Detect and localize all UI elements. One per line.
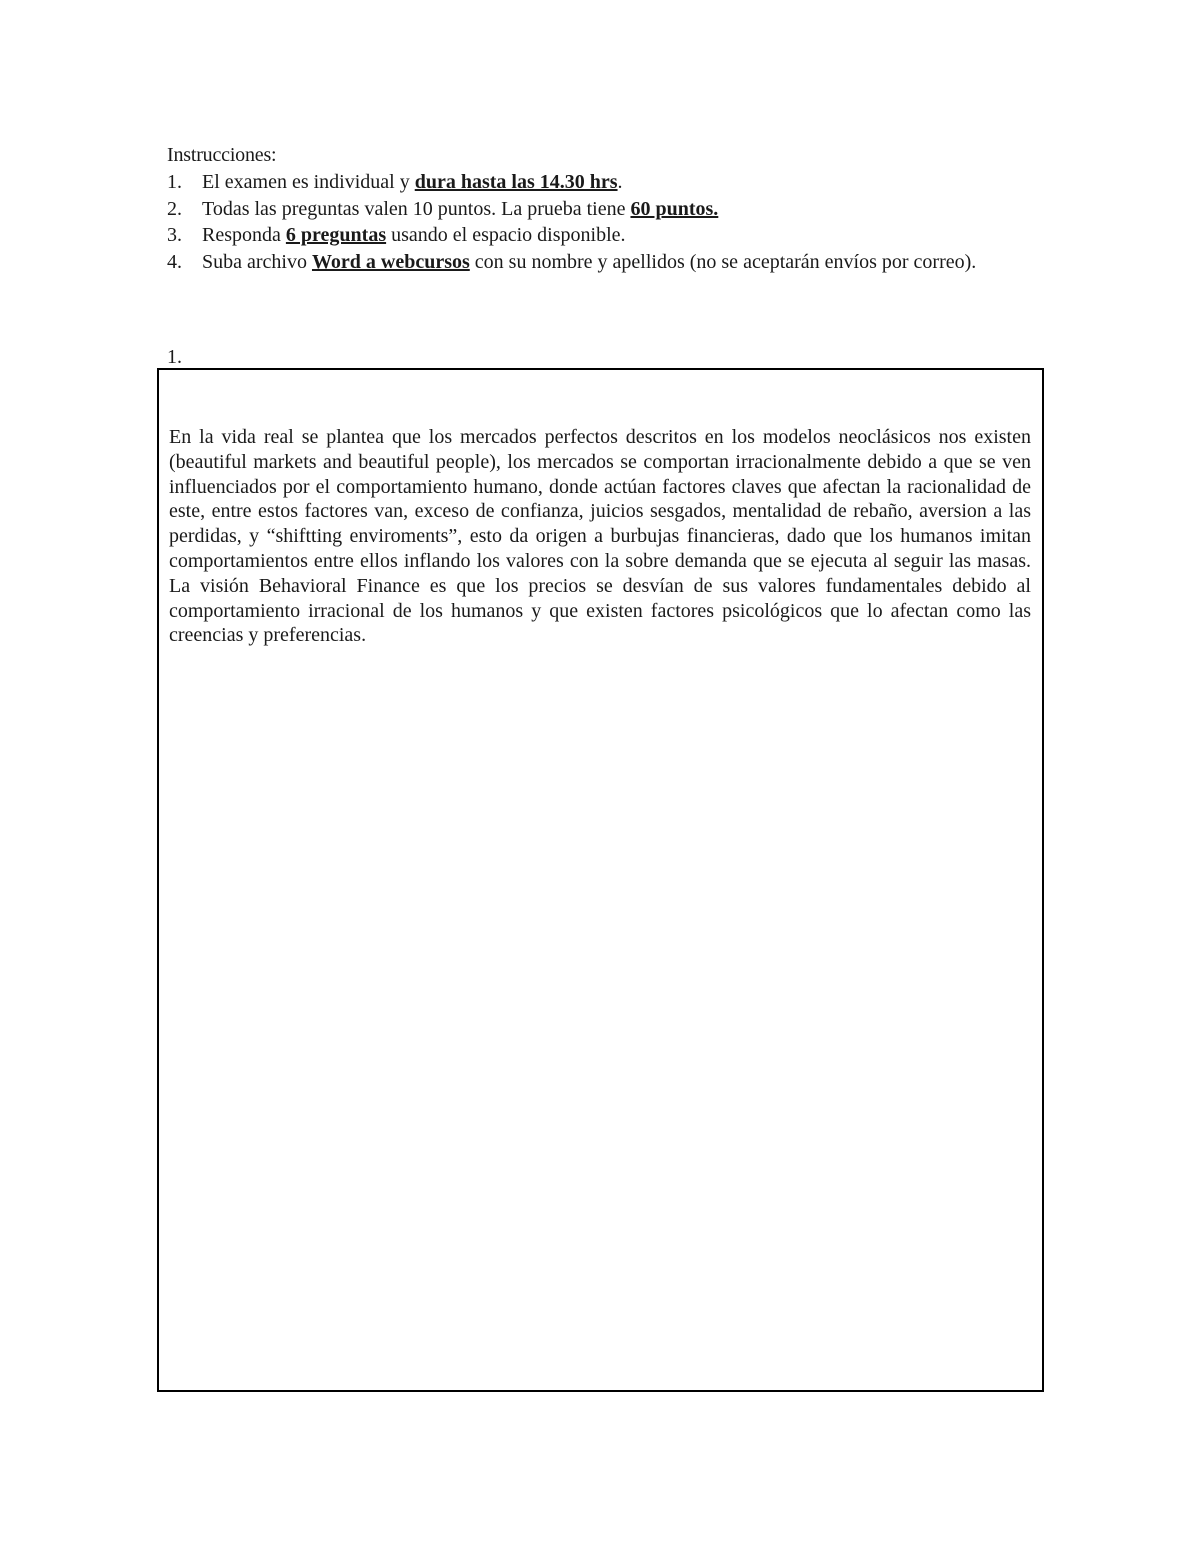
instructions-list (167, 169, 1033, 275)
answer-box[interactable] (157, 368, 1044, 1392)
instructions-title: Instrucciones: (167, 144, 277, 166)
instruction-emphasis: Word a webcursos (311, 250, 470, 273)
instruction-number: 3. (167, 224, 182, 246)
instruction-text: con su nombre y apellidos (no se aceptarán envíos por correo). (469, 250, 977, 273)
answer-text: En la vida real se plantea que los mercados perfectos descritos en los modelos neoclásicos nos existen (beautiful markets and beautiful people), los mercados se comportan irracionalmente debido a que se ven influenciados por el comportamiento humano, donde actúan factores claves que afectan la racionalidad de este, entre estos factores van, exceso de confianza, juicios sesgados, mentalidad de rebaño, aversion a las perdidas, y “shiftting enviroments”, esto da origen a burbujas financieras, dado que los humanos imitan comportamientos entre ellos inflando los valores con la sobre demanda que se ejecuta al seguir las masas. La visión Behavioral Finance es que los precios se desvían de sus valores fundamentales debido al comportamiento irracional de los humanos y que existen factores psicológicos que lo afectan como las creencias y preferencias. (169, 426, 1031, 647)
instruction-emphasis: dura hasta las 14.30 hrs (414, 171, 618, 193)
instruction-number: 1. (167, 171, 182, 193)
instruction-text: Todas las preguntas valen 10 puntos. La prueba tiene (202, 197, 631, 220)
instruction-text: Suba archivo (202, 250, 312, 273)
instruction-text: Responda (202, 224, 286, 246)
instruction-item (167, 249, 1033, 276)
instruction-item (167, 222, 1033, 249)
instruction-text: usando el espacio disponible. (386, 224, 626, 246)
instruction-number: 4. (167, 250, 182, 273)
instruction-number: 2. (167, 197, 182, 220)
instruction-emphasis: 60 puntos. (630, 197, 719, 220)
instruction-text: El examen es individual y (202, 171, 415, 193)
instruction-item (167, 169, 1033, 196)
question-number: 1. (167, 346, 182, 368)
instruction-item (167, 196, 1033, 223)
instruction-text: . (617, 171, 623, 193)
instruction-emphasis: 6 preguntas (285, 224, 387, 246)
